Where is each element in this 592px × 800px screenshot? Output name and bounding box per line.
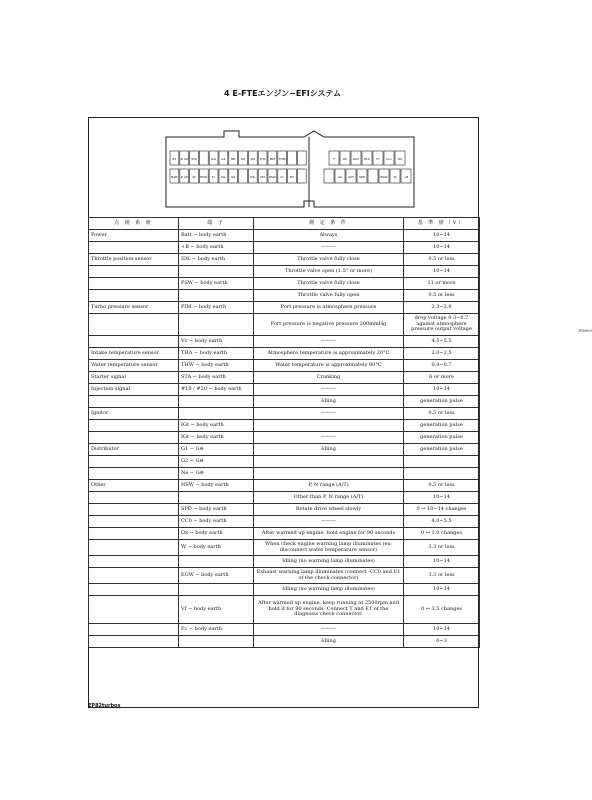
cell-condition: Water temperature is approximately 80°C bbox=[254, 360, 404, 372]
cell-system bbox=[89, 456, 179, 468]
cell-condition: ——— bbox=[254, 432, 404, 444]
cell-system bbox=[89, 568, 179, 584]
connector-pin-label: NE bbox=[231, 157, 236, 161]
table-row bbox=[89, 568, 480, 584]
cell-system: Turbo pressure sensor bbox=[89, 302, 179, 314]
cell-terminal bbox=[179, 396, 254, 408]
cell-system bbox=[89, 624, 179, 636]
cell-condition: ——— bbox=[254, 516, 404, 528]
connector-pin bbox=[297, 169, 306, 183]
cell-standard: 10∼14 bbox=[404, 492, 480, 504]
connector-pin-label: # 20 bbox=[180, 175, 188, 179]
cell-system: Starter signal bbox=[89, 372, 179, 384]
cell-condition: P, N range (A/T) bbox=[254, 480, 404, 492]
cell-system bbox=[89, 556, 179, 568]
cell-standard: generation pulse bbox=[404, 444, 480, 456]
cell-condition: Throttle valve fully close bbox=[254, 254, 404, 266]
cell-terminal: NSW − body earth bbox=[179, 480, 254, 492]
table-row bbox=[89, 360, 480, 372]
cell-system bbox=[89, 242, 179, 254]
cell-condition: Idling bbox=[254, 444, 404, 456]
cell-terminal bbox=[179, 584, 254, 596]
cell-standard: 10∼14 bbox=[404, 266, 480, 278]
connector-pin-label: IDL bbox=[250, 175, 256, 179]
table-row bbox=[89, 456, 480, 468]
cell-condition: After warmed up engine, keep running at 2500rpm and hold it for 90 seconds. Connect T and E1 of the diagnosis check connector. bbox=[254, 596, 404, 624]
cell-terminal: CC0 − body earth bbox=[179, 516, 254, 528]
connector-pin-label: # 10 bbox=[180, 157, 188, 161]
cell-system bbox=[89, 492, 179, 504]
header-system: 点 検 系 統 bbox=[89, 218, 179, 230]
cell-terminal bbox=[179, 290, 254, 302]
table-row bbox=[89, 504, 480, 516]
connector-pin-label: T bbox=[333, 157, 335, 161]
connector-pin-label: Cco bbox=[386, 157, 392, 161]
cell-standard: generation pulse bbox=[404, 432, 480, 444]
cell-standard: 2.3∼2.9 bbox=[404, 302, 480, 314]
cell-terminal: EGW − body earth bbox=[179, 568, 254, 584]
table-row bbox=[89, 408, 480, 420]
table-row bbox=[89, 480, 480, 492]
table-row bbox=[89, 242, 480, 254]
cell-terminal: Fc − body earth bbox=[179, 624, 254, 636]
cell-condition: Throttle valve fully close bbox=[254, 278, 404, 290]
table-row bbox=[89, 420, 480, 432]
cell-system bbox=[89, 516, 179, 528]
cell-system bbox=[89, 290, 179, 302]
cell-standard: 4.0∼5.5 bbox=[404, 516, 480, 528]
cell-standard: 2.0∼2.5 bbox=[404, 348, 480, 360]
connector-pin-label: G⊖ bbox=[211, 157, 217, 161]
cell-terminal: Batt − body earth bbox=[179, 230, 254, 242]
cell-condition: ——— bbox=[254, 384, 404, 396]
connector-pin-label: AC bbox=[337, 175, 343, 179]
table-row bbox=[89, 290, 480, 302]
table-row bbox=[89, 254, 480, 266]
cell-standard: 10∼14 bbox=[404, 624, 480, 636]
cell-standard: drop voltage 0.3∼0.7 against atmosphere pressure output voltage bbox=[404, 314, 480, 336]
cell-standard: 3.3 or less bbox=[404, 540, 480, 556]
connector-pin-label: Fc bbox=[211, 175, 216, 179]
table-row bbox=[89, 302, 480, 314]
cell-condition: After warmed up engine, hold engine for 90 seconds bbox=[254, 528, 404, 540]
cell-terminal: IGt − body earth bbox=[179, 420, 254, 432]
figure-code: FI5909 bbox=[579, 329, 592, 333]
cell-system bbox=[89, 314, 179, 336]
connector-pin bbox=[368, 169, 378, 183]
cell-system bbox=[89, 396, 179, 408]
cell-condition: Idling (no warning lamp illuminates) bbox=[254, 584, 404, 596]
table-row bbox=[89, 596, 480, 624]
table-row bbox=[89, 384, 480, 396]
cell-standard: 10∼14 bbox=[404, 584, 480, 596]
cell-standard: 0.5 or less bbox=[404, 480, 480, 492]
table-row bbox=[89, 444, 480, 456]
connector-pin-label: Batt bbox=[171, 175, 178, 179]
header-condition: 測 定 条 件 bbox=[254, 218, 404, 230]
cell-terminal bbox=[179, 556, 254, 568]
cell-condition: Idling (no warning lamp illuminates) bbox=[254, 556, 404, 568]
cell-condition bbox=[254, 456, 404, 468]
page-title: 4 E-FTEエンジン−EFIシステム bbox=[224, 89, 341, 98]
cell-standard: 10∼14 bbox=[404, 384, 480, 396]
connector-pin-label: THA bbox=[259, 157, 266, 161]
table-row bbox=[89, 266, 480, 278]
connector-pin-label: STA bbox=[191, 157, 197, 161]
connector-pin-label: ACT bbox=[348, 175, 354, 179]
cell-system bbox=[89, 266, 179, 278]
connector-pin-label: Ne bbox=[221, 175, 226, 179]
cell-terminal bbox=[179, 314, 254, 336]
footer-label: EP82turbos bbox=[88, 703, 121, 709]
cell-system bbox=[89, 468, 179, 480]
cell-standard: 0 ↔ 3.5 changes bbox=[404, 596, 480, 624]
cell-standard: 10∼14 bbox=[404, 242, 480, 254]
cell-terminal: W − body earth bbox=[179, 540, 254, 556]
table-row bbox=[89, 314, 480, 336]
connector-pin-label: IGt bbox=[240, 157, 246, 161]
cell-condition: Other than P, N range (A/T) bbox=[254, 492, 404, 504]
cell-system bbox=[89, 278, 179, 290]
cell-standard: generation pulse bbox=[404, 396, 480, 408]
table-row bbox=[89, 528, 480, 540]
cell-terminal: THW − body earth bbox=[179, 360, 254, 372]
connector-pin-label: G1 bbox=[221, 157, 226, 161]
connector-pin-label: PSW bbox=[269, 175, 276, 179]
cell-standard: 6 or more bbox=[404, 372, 480, 384]
table-row bbox=[89, 584, 480, 596]
cell-system bbox=[89, 636, 179, 648]
connector-pin-label: ELS bbox=[364, 157, 370, 161]
table-row bbox=[89, 624, 480, 636]
table-row bbox=[89, 468, 480, 480]
cell-condition bbox=[254, 468, 404, 480]
cell-system bbox=[89, 528, 179, 540]
cell-standard: generation pulse bbox=[404, 420, 480, 432]
cell-standard: 4.5∼5.5 bbox=[404, 336, 480, 348]
ecu-connector-diagram bbox=[164, 129, 424, 209]
table-row bbox=[89, 372, 480, 384]
cell-system bbox=[89, 540, 179, 556]
cell-terminal: PIM − body earth bbox=[179, 302, 254, 314]
cell-system bbox=[89, 336, 179, 348]
connector-pin-label: EGW bbox=[380, 175, 388, 179]
connector-pin-label: Ws bbox=[397, 157, 403, 161]
cell-condition: Idling bbox=[254, 396, 404, 408]
connector-pin-label: W bbox=[393, 175, 397, 179]
table-row bbox=[89, 492, 480, 504]
cell-system bbox=[89, 420, 179, 432]
cell-condition: Throttle valve fully open bbox=[254, 290, 404, 302]
cell-standard: 0.5 or less bbox=[404, 290, 480, 302]
connector-pin bbox=[297, 151, 306, 165]
table-row bbox=[89, 556, 480, 568]
cell-terminal bbox=[179, 492, 254, 504]
cell-terminal bbox=[179, 266, 254, 278]
connector-pin-label: Vc bbox=[280, 175, 285, 179]
header-standard: 基 準 値（V） bbox=[404, 218, 480, 230]
cell-condition: Idling bbox=[254, 636, 404, 648]
cell-terminal: Vc − body earth bbox=[179, 336, 254, 348]
cell-terminal bbox=[179, 636, 254, 648]
table-row bbox=[89, 540, 480, 556]
cell-condition bbox=[254, 420, 404, 432]
cell-terminal: PSW − body earth bbox=[179, 278, 254, 290]
cell-standard: 3.3 or less bbox=[404, 568, 480, 584]
connector-pin-label: IGf bbox=[250, 157, 255, 161]
cell-standard bbox=[404, 456, 480, 468]
cell-condition: ——— bbox=[254, 242, 404, 254]
connector-pin-label: OX bbox=[342, 157, 348, 161]
connector-pin-label: ACV bbox=[352, 157, 360, 161]
header-terminal: 端 子 bbox=[179, 218, 254, 230]
header-row bbox=[89, 218, 480, 230]
cell-condition: When check engine warning lamp illuminates (ex: disconnect water temperature sensor) bbox=[254, 540, 404, 556]
cell-system: Injection signal bbox=[89, 384, 179, 396]
cell-standard: 0 ↔ 1.0 changes bbox=[404, 528, 480, 540]
cell-terminal: THA − body earth bbox=[179, 348, 254, 360]
connector-pin-label: E1 bbox=[172, 157, 177, 161]
cell-terminal: Ne − G⊖ bbox=[179, 468, 254, 480]
cell-terminal: IGt − body earth bbox=[179, 432, 254, 444]
cell-condition: Rotate drive wheel slowly bbox=[254, 504, 404, 516]
cell-condition: ——— bbox=[254, 336, 404, 348]
table-row bbox=[89, 348, 480, 360]
connector-pin bbox=[199, 151, 208, 165]
connector-pin-label: THW bbox=[278, 157, 286, 161]
cell-system: Throttle position sensor bbox=[89, 254, 179, 266]
cell-terminal: G2 − G⊖ bbox=[179, 456, 254, 468]
connector-pin-label: PIM bbox=[269, 157, 276, 161]
cell-condition: Port pressure is atmosphere pressure bbox=[254, 302, 404, 314]
table-row bbox=[89, 230, 480, 242]
cell-terminal: Vf − body earth bbox=[179, 596, 254, 624]
connector-pin-label: VTA bbox=[259, 175, 266, 179]
connector-pin bbox=[239, 169, 248, 183]
cell-system: Distributor bbox=[89, 444, 179, 456]
connector-pin bbox=[288, 151, 297, 165]
cell-standard: 11 or more bbox=[404, 278, 480, 290]
connector-pin-label: Fc bbox=[376, 157, 380, 161]
cell-standard: 0.5 or less bbox=[404, 408, 480, 420]
cell-system: Water temperature sensor bbox=[89, 360, 179, 372]
cell-condition: Throttle valve open (1.5° or more) bbox=[254, 266, 404, 278]
cell-system: Intake temperature sensor bbox=[89, 348, 179, 360]
cell-standard: 0.5 or less bbox=[404, 254, 480, 266]
cell-system bbox=[89, 504, 179, 516]
table-row bbox=[89, 396, 480, 408]
cell-system: Power bbox=[89, 230, 179, 242]
cell-standard bbox=[404, 468, 480, 480]
connector-pin-label: SPD bbox=[358, 175, 366, 179]
table-row bbox=[89, 636, 480, 648]
cell-system bbox=[89, 584, 179, 596]
cell-terminal: Ox − body earth bbox=[179, 528, 254, 540]
cell-condition: ——— bbox=[254, 408, 404, 420]
cell-condition: Port pressure is negative pressure 200mmHg bbox=[254, 314, 404, 336]
cell-standard: 0 ↔ 10∼14 changes bbox=[404, 504, 480, 516]
connector-pin-label: EGW bbox=[200, 175, 208, 179]
cell-system bbox=[89, 596, 179, 624]
cell-system bbox=[89, 432, 179, 444]
cell-terminal bbox=[179, 408, 254, 420]
spec-table bbox=[88, 217, 480, 648]
cell-standard: 0.4∼0.7 bbox=[404, 360, 480, 372]
cell-system: Other bbox=[89, 480, 179, 492]
connector-pin-label: G2 bbox=[231, 175, 236, 179]
cell-standard: 10∼14 bbox=[404, 556, 480, 568]
cell-terminal: G1 − G⊖ bbox=[179, 444, 254, 456]
cell-terminal: SPD − body earth bbox=[179, 504, 254, 516]
cell-condition: Atmosphere temperature is approximately 20°C bbox=[254, 348, 404, 360]
cell-terminal: IDL − body earth bbox=[179, 254, 254, 266]
cell-standard: 10∼14 bbox=[404, 230, 480, 242]
cell-standard: 0∼3 bbox=[404, 636, 480, 648]
cell-condition: Always bbox=[254, 230, 404, 242]
cell-system: Ignitor bbox=[89, 408, 179, 420]
cell-terminal: #10 / #20 − body earth bbox=[179, 384, 254, 396]
cell-condition: ——— bbox=[254, 624, 404, 636]
table-row bbox=[89, 278, 480, 290]
cell-terminal: +B − body earth bbox=[179, 242, 254, 254]
table-row bbox=[89, 336, 480, 348]
cell-condition: Exhaust warning lamp illuminates (connect -CC0 and E1 of the check connector) bbox=[254, 568, 404, 584]
cell-condition: Cranking bbox=[254, 372, 404, 384]
table-row bbox=[89, 516, 480, 528]
cell-terminal: STA − body earth bbox=[179, 372, 254, 384]
connector-pin-label: W bbox=[192, 175, 196, 179]
table-row bbox=[89, 432, 480, 444]
connector-pin bbox=[324, 169, 334, 183]
connector-pin-label: E2 bbox=[290, 175, 294, 179]
connector-pin-label: +B bbox=[403, 175, 409, 179]
